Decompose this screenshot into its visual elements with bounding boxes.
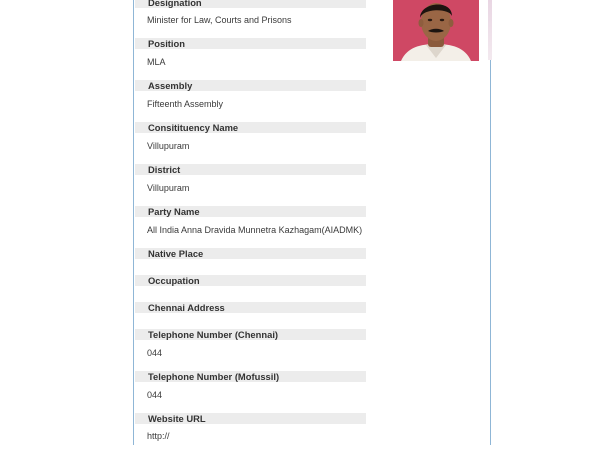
field-value-telephone-mofussil: 044 xyxy=(147,390,163,400)
field-label-district: District xyxy=(135,164,366,175)
field-label-party-name: Party Name xyxy=(135,206,366,217)
field-label-chennai-address: Chennai Address xyxy=(135,302,366,313)
field-label-constituency: Consitituency Name xyxy=(135,122,366,133)
field-value-website-url[interactable]: http:// xyxy=(147,431,170,441)
field-label-designation: Designation xyxy=(135,0,366,8)
field-value-assembly: Fifteenth Assembly xyxy=(147,99,224,109)
side-decoration xyxy=(488,0,492,60)
field-value-constituency: Villupuram xyxy=(147,141,190,151)
field-value-telephone-chennai: 044 xyxy=(147,348,163,358)
field-value-position: MLA xyxy=(147,57,166,67)
field-label-website-url: Website URL xyxy=(135,413,366,424)
field-label-assembly: Assembly xyxy=(135,80,366,91)
field-label-telephone-mofussil: Telephone Number (Mofussil) xyxy=(135,371,366,382)
member-photo xyxy=(393,0,479,61)
field-label-native-place: Native Place xyxy=(135,248,366,259)
field-value-district: Villupuram xyxy=(147,183,190,193)
field-value-party-name: All India Anna Dravida Munnetra Kazhagam(AIADMK) xyxy=(147,225,363,235)
field-label-telephone-chennai: Telephone Number (Chennai) xyxy=(135,329,366,340)
portrait-icon xyxy=(393,0,479,61)
field-label-occupation: Occupation xyxy=(135,275,366,286)
field-value-designation: Minister for Law, Courts and Prisons xyxy=(147,15,292,25)
field-label-position: Position xyxy=(135,38,366,49)
